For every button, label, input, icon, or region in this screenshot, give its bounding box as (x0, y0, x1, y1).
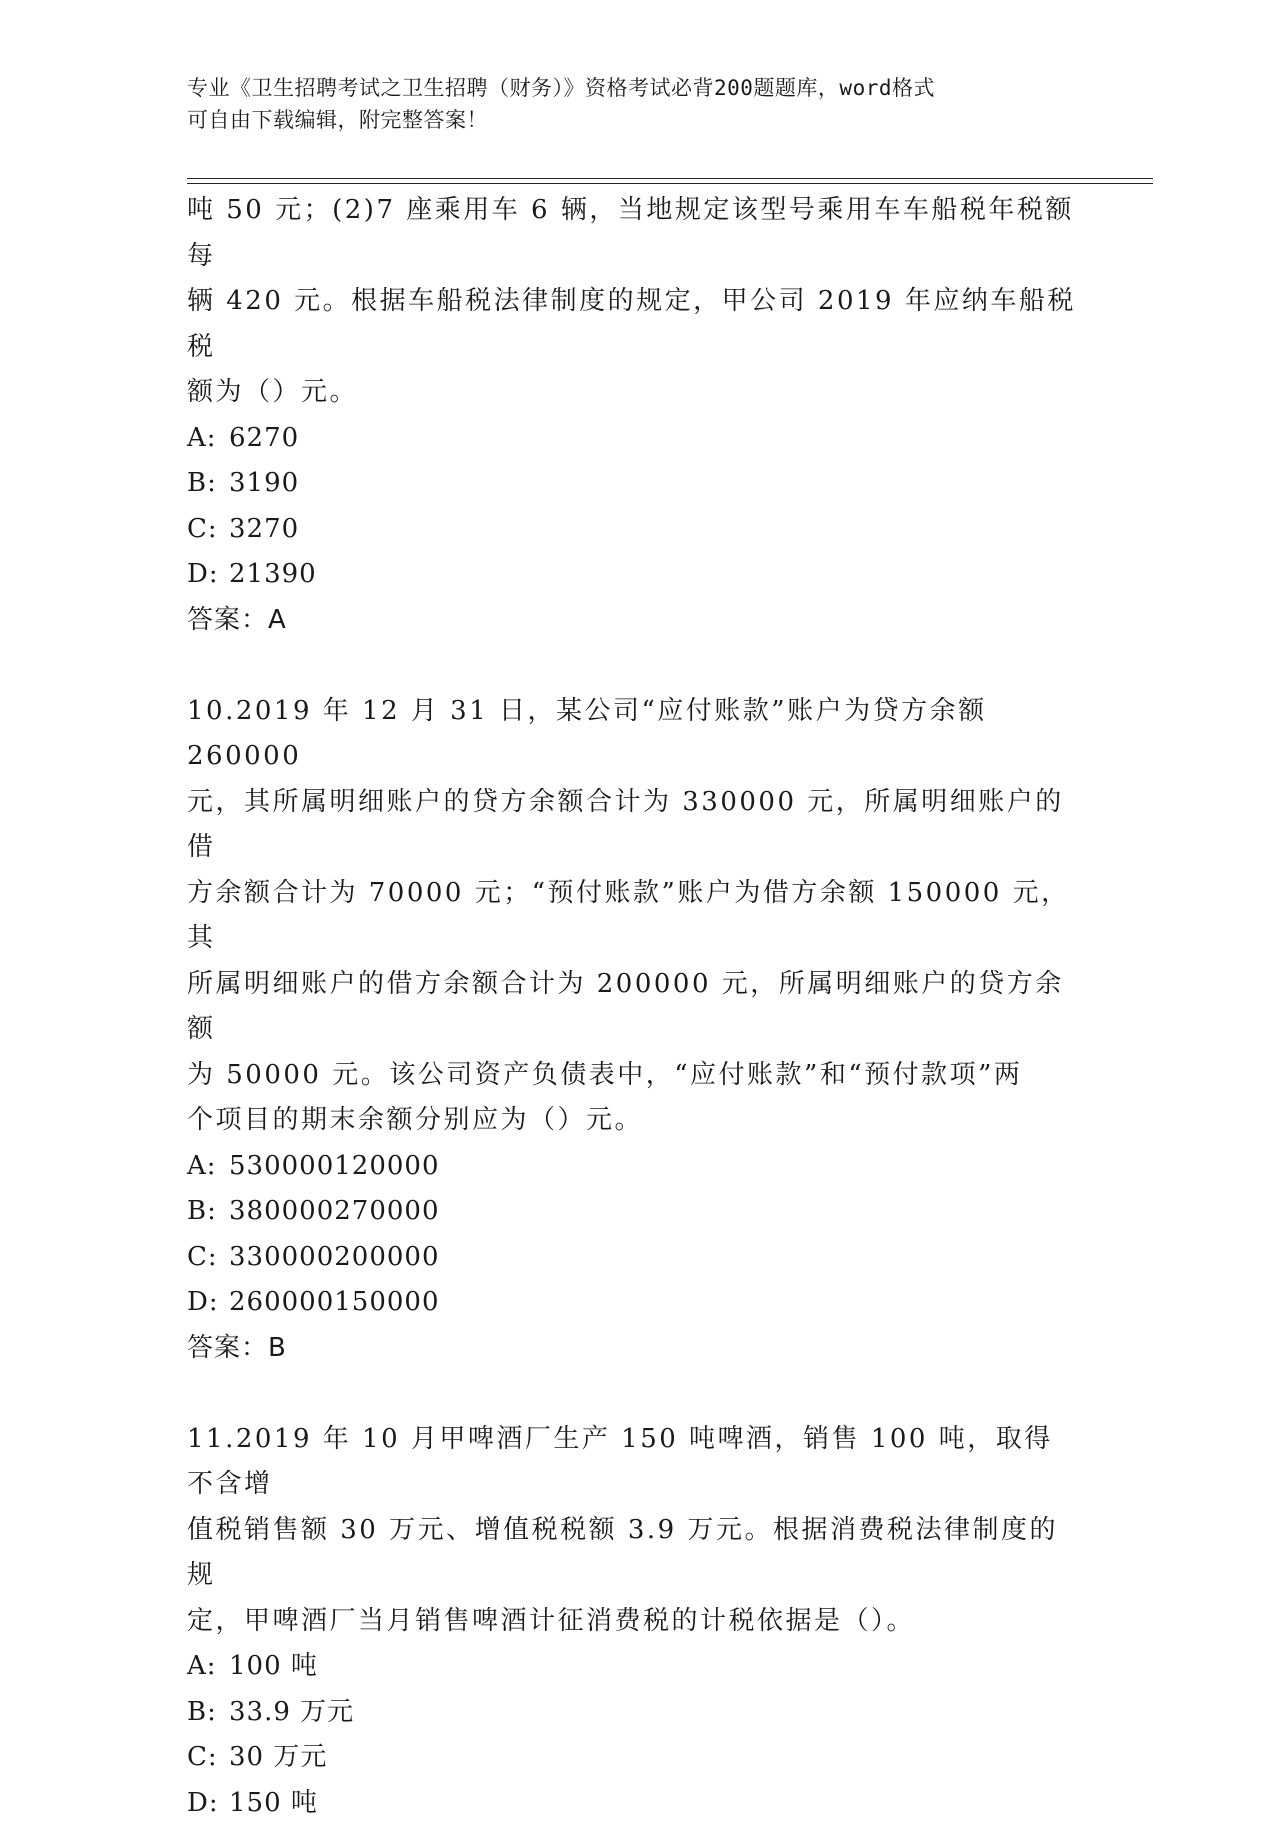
option-text: 3190 (229, 468, 299, 498)
option-letter: B: (187, 1189, 229, 1235)
option-b (187, 461, 1077, 507)
document-body (187, 188, 1077, 1826)
question-text-line: 吨 50 元；(2)7 座乘用车 6 辆，当地规定该型号乘用车车船税年税额每 (187, 188, 1077, 279)
option-c (187, 1235, 1077, 1281)
header-title-line-2: 可自由下载编辑，附完整答案！ (187, 104, 1087, 136)
header-title-line-1: 专业《卫生招聘考试之卫生招聘（财务）》资格考试必背200题题库，word格式 (187, 72, 1087, 104)
option-letter: A: (187, 1644, 229, 1690)
option-letter: D: (187, 1781, 229, 1826)
option-a (187, 1144, 1077, 1190)
option-text: 260000150000 (229, 1287, 440, 1317)
header-divider-top (187, 178, 1153, 179)
option-letter: C: (187, 1235, 229, 1281)
option-b (187, 1189, 1077, 1235)
question-text-line: 定，甲啤酒厂当月销售啤酒计征消费税的计税依据是（）。 (187, 1599, 1077, 1645)
option-text: 33.9 万元 (229, 1697, 354, 1727)
option-letter: D: (187, 552, 229, 598)
option-text: 21390 (229, 559, 317, 589)
header-divider-bottom (187, 183, 1153, 184)
option-letter: A: (187, 1144, 229, 1190)
question-text-line: 10.2019 年 12 月 31 日，某公司“应付账款”账户为贷方余额 260000 (187, 689, 1077, 780)
spacer (187, 1371, 1077, 1417)
option-a (187, 1644, 1077, 1690)
option-d (187, 552, 1077, 598)
question-text-line: 方余额合计为 70000 元；“预付账款”账户为借方余额 150000 元，其 (187, 871, 1077, 962)
question-11 (187, 1417, 1077, 1826)
option-text: 530000120000 (229, 1151, 440, 1181)
option-text: 380000270000 (229, 1196, 440, 1226)
option-letter: B: (187, 1690, 229, 1736)
answer: 答案：B (187, 1326, 1077, 1372)
option-b (187, 1690, 1077, 1736)
option-text: 100 吨 (229, 1651, 318, 1681)
option-text: 6270 (229, 423, 299, 453)
option-d (187, 1781, 1077, 1826)
option-letter: A: (187, 416, 229, 462)
option-letter: B: (187, 461, 229, 507)
question-text-line: 所属明细账户的借方余额合计为 200000 元，所属明细账户的贷方余额 (187, 962, 1077, 1053)
spacer (187, 643, 1077, 689)
question-9 (187, 188, 1077, 643)
option-letter: C: (187, 1735, 229, 1781)
question-10 (187, 689, 1077, 1372)
option-text: 30 万元 (229, 1742, 327, 1772)
question-text-line: 元，其所属明细账户的贷方余额合计为 330000 元，所属明细账户的借 (187, 780, 1077, 871)
option-c (187, 1735, 1077, 1781)
question-text-line: 辆 420 元。根据车船税法律制度的规定，甲公司 2019 年应纳车船税税 (187, 279, 1077, 370)
option-a (187, 416, 1077, 462)
question-text-line: 为 50000 元。该公司资产负债表中，“应付账款”和“预付款项”两 (187, 1053, 1077, 1099)
option-text: 150 吨 (229, 1788, 318, 1818)
option-c (187, 507, 1077, 553)
option-text: 330000200000 (229, 1242, 440, 1272)
option-d (187, 1280, 1077, 1326)
option-letter: D: (187, 1280, 229, 1326)
option-letter: C: (187, 507, 229, 553)
page-header (187, 72, 1087, 136)
option-text: 3270 (229, 514, 299, 544)
question-text-line: 11.2019 年 10 月甲啤酒厂生产 150 吨啤酒，销售 100 吨，取得不含增 (187, 1417, 1077, 1508)
answer: 答案：A (187, 598, 1077, 644)
question-text-line: 值税销售额 30 万元、增值税税额 3.9 万元。根据消费税法律制度的规 (187, 1508, 1077, 1599)
question-text-line: 个项目的期末余额分别应为（）元。 (187, 1098, 1077, 1144)
question-text-line: 额为（）元。 (187, 370, 1077, 416)
